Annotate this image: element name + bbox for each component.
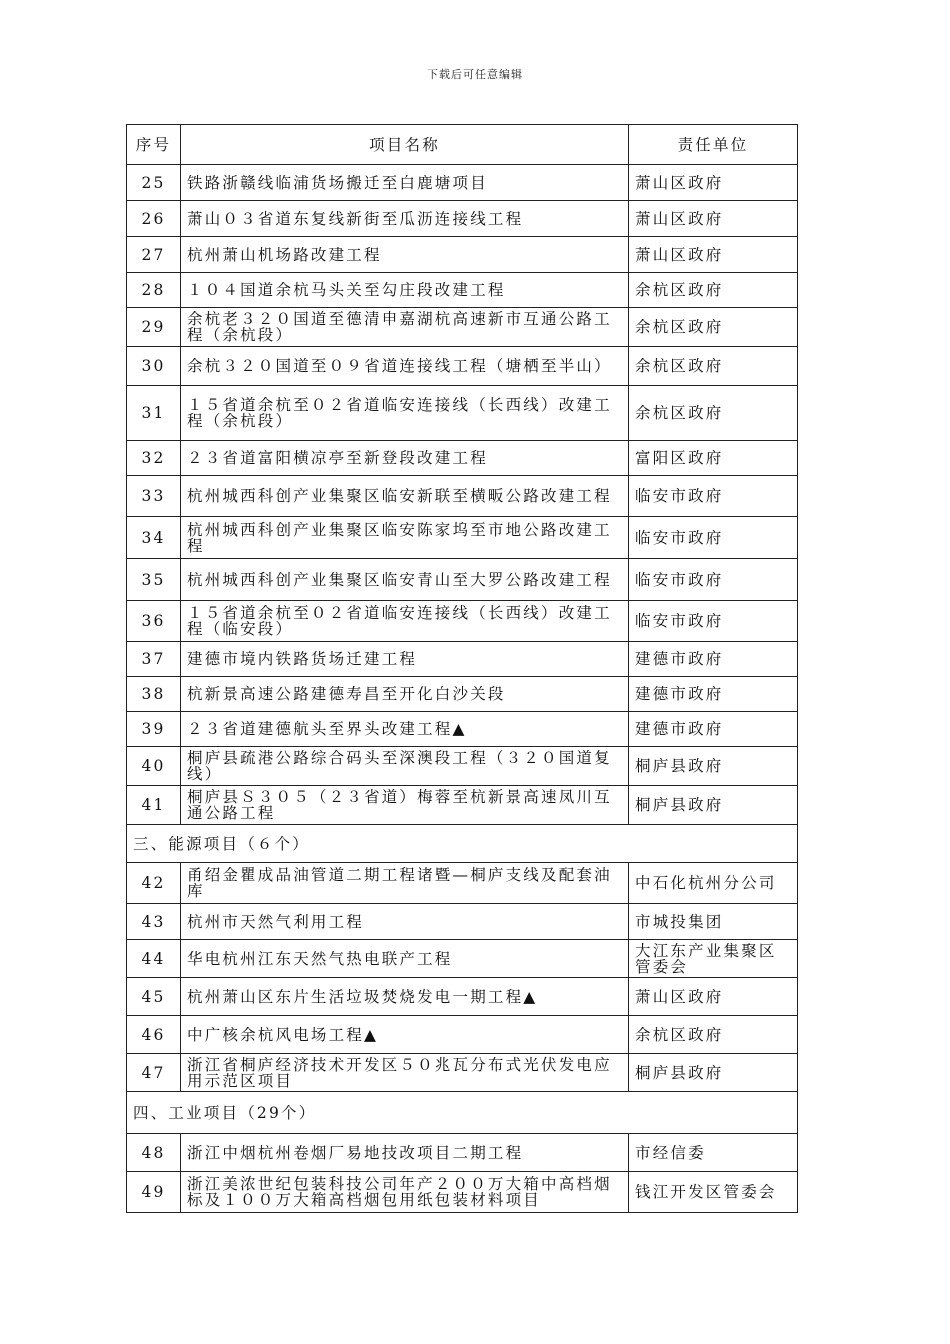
table-row (127, 308, 798, 347)
project-name: 中广核余杭风电场工程▲ (181, 1016, 629, 1054)
table-row (127, 237, 798, 273)
responsible-unit: 大江东产业集聚区管委会 (629, 940, 798, 978)
project-name: 萧山０３省道东复线新街至瓜沥连接线工程 (181, 201, 629, 237)
responsible-unit: 萧山区政府 (629, 165, 798, 201)
row-index: 34 (127, 517, 181, 559)
project-name: 杭新景高速公路建德寿昌至开化白沙关段 (181, 677, 629, 712)
section-label: 四、工业项目（29个） (127, 1092, 798, 1134)
project-name: 浙江省桐庐经济技术开发区５０兆瓦分布式光伏发电应用示范区项目 (181, 1054, 629, 1092)
row-index: 43 (127, 904, 181, 940)
table-row (127, 677, 798, 712)
table-row (127, 201, 798, 237)
row-index: 47 (127, 1054, 181, 1092)
table-row (127, 347, 798, 386)
table-row (127, 863, 798, 904)
row-index: 29 (127, 308, 181, 347)
table-row (127, 978, 798, 1016)
table-row (127, 601, 798, 642)
responsible-unit: 中石化杭州分公司 (629, 863, 798, 904)
project-name: 桐庐县疏港公路综合码头至深澳段工程（３２０国道复线） (181, 747, 629, 786)
responsible-unit: 市城投集团 (629, 904, 798, 940)
project-name: 余杭３２０国道至０９省道连接线工程（塘栖至半山） (181, 347, 629, 386)
responsible-unit: 余杭区政府 (629, 347, 798, 386)
project-name: 杭州城西科创产业集聚区临安陈家坞至市地公路改建工程 (181, 517, 629, 559)
project-table (126, 124, 798, 1213)
table-row (127, 476, 798, 517)
row-index: 41 (127, 786, 181, 825)
responsible-unit: 萧山区政府 (629, 201, 798, 237)
table-row (127, 165, 798, 201)
table-row (127, 559, 798, 601)
row-index: 46 (127, 1016, 181, 1054)
project-name: ２３省道富阳横凉亭至新登段改建工程 (181, 441, 629, 476)
table-row (127, 386, 798, 441)
responsible-unit: 余杭区政府 (629, 273, 798, 308)
project-name: 余杭老３２０国道至德清申嘉湖杭高速新市互通公路工程（余杭段） (181, 308, 629, 347)
project-name: 华电杭州江东天然气热电联产工程 (181, 940, 629, 978)
project-name: 杭州市天然气利用工程 (181, 904, 629, 940)
responsible-unit: 余杭区政府 (629, 308, 798, 347)
project-name: 浙江中烟杭州卷烟厂易地技改项目二期工程 (181, 1134, 629, 1172)
table-row (127, 1134, 798, 1172)
table-row (127, 1172, 798, 1213)
section-label: 三、能源项目（６个） (127, 825, 798, 863)
section-row (127, 1092, 798, 1134)
project-name: 浙江美浓世纪包装科技公司年产２００万大箱中高档烟标及１００万大箱高档烟包用纸包装材料项目 (181, 1172, 629, 1213)
row-index: 33 (127, 476, 181, 517)
project-name: 杭州萧山机场路改建工程 (181, 237, 629, 273)
table-row (127, 940, 798, 978)
responsible-unit: 余杭区政府 (629, 386, 798, 441)
row-index: 32 (127, 441, 181, 476)
responsible-unit: 桐庐县政府 (629, 1054, 798, 1092)
page-header-note: 下载后可任意编辑 (427, 68, 523, 81)
row-index: 42 (127, 863, 181, 904)
table-row (127, 642, 798, 677)
responsible-unit: 萧山区政府 (629, 978, 798, 1016)
project-name: 铁路浙赣线临浦货场搬迁至白鹿塘项目 (181, 165, 629, 201)
responsible-unit: 余杭区政府 (629, 1016, 798, 1054)
responsible-unit: 临安市政府 (629, 601, 798, 642)
responsible-unit: 钱江开发区管委会 (629, 1172, 798, 1213)
project-name: 桐庐县Ｓ３０５（２３省道）梅蓉至杭新景高速凤川互通公路工程 (181, 786, 629, 825)
table-row (127, 441, 798, 476)
row-index: 45 (127, 978, 181, 1016)
project-name: １５省道余杭至０２省道临安连接线（长西线）改建工程（临安段） (181, 601, 629, 642)
responsible-unit: 建德市政府 (629, 712, 798, 747)
row-index: 39 (127, 712, 181, 747)
table-row (127, 786, 798, 825)
project-name: 杭州城西科创产业集聚区临安青山至大罗公路改建工程 (181, 559, 629, 601)
table-row (127, 273, 798, 308)
table-row (127, 904, 798, 940)
responsible-unit: 临安市政府 (629, 517, 798, 559)
project-name: ２３省道建德航头至界头改建工程▲ (181, 712, 629, 747)
section-row (127, 825, 798, 863)
row-index: 49 (127, 1172, 181, 1213)
responsible-unit: 萧山区政府 (629, 237, 798, 273)
row-index: 38 (127, 677, 181, 712)
responsible-unit: 临安市政府 (629, 476, 798, 517)
row-index: 28 (127, 273, 181, 308)
row-index: 40 (127, 747, 181, 786)
responsible-unit: 建德市政府 (629, 677, 798, 712)
project-name: 建德市境内铁路货场迁建工程 (181, 642, 629, 677)
row-index: 26 (127, 201, 181, 237)
table-row (127, 1016, 798, 1054)
row-index: 25 (127, 165, 181, 201)
responsible-unit: 桐庐县政府 (629, 747, 798, 786)
table-row (127, 712, 798, 747)
row-index: 35 (127, 559, 181, 601)
responsible-unit: 市经信委 (629, 1134, 798, 1172)
responsible-unit: 桐庐县政府 (629, 786, 798, 825)
responsible-unit: 富阳区政府 (629, 441, 798, 476)
project-name: 杭州萧山区东片生活垃圾焚烧发电一期工程▲ (181, 978, 629, 1016)
row-index: 27 (127, 237, 181, 273)
header-index: 序号 (127, 125, 181, 165)
header-responsible-unit: 责任单位 (629, 125, 798, 165)
row-index: 30 (127, 347, 181, 386)
table-body (127, 165, 798, 1213)
project-name: １０４国道余杭马头关至勾庄段改建工程 (181, 273, 629, 308)
row-index: 31 (127, 386, 181, 441)
project-name: 甬绍金瞿成品油管道二期工程诸暨—桐庐支线及配套油库 (181, 863, 629, 904)
table-row (127, 747, 798, 786)
row-index: 44 (127, 940, 181, 978)
table-header-row (127, 125, 798, 165)
responsible-unit: 临安市政府 (629, 559, 798, 601)
header-project-name: 项目名称 (181, 125, 629, 165)
table-row (127, 517, 798, 559)
project-name: １５省道余杭至０２省道临安连接线（长西线）改建工程（余杭段） (181, 386, 629, 441)
responsible-unit: 建德市政府 (629, 642, 798, 677)
project-name: 杭州城西科创产业集聚区临安新联至横畈公路改建工程 (181, 476, 629, 517)
table-row (127, 1054, 798, 1092)
row-index: 48 (127, 1134, 181, 1172)
row-index: 36 (127, 601, 181, 642)
row-index: 37 (127, 642, 181, 677)
